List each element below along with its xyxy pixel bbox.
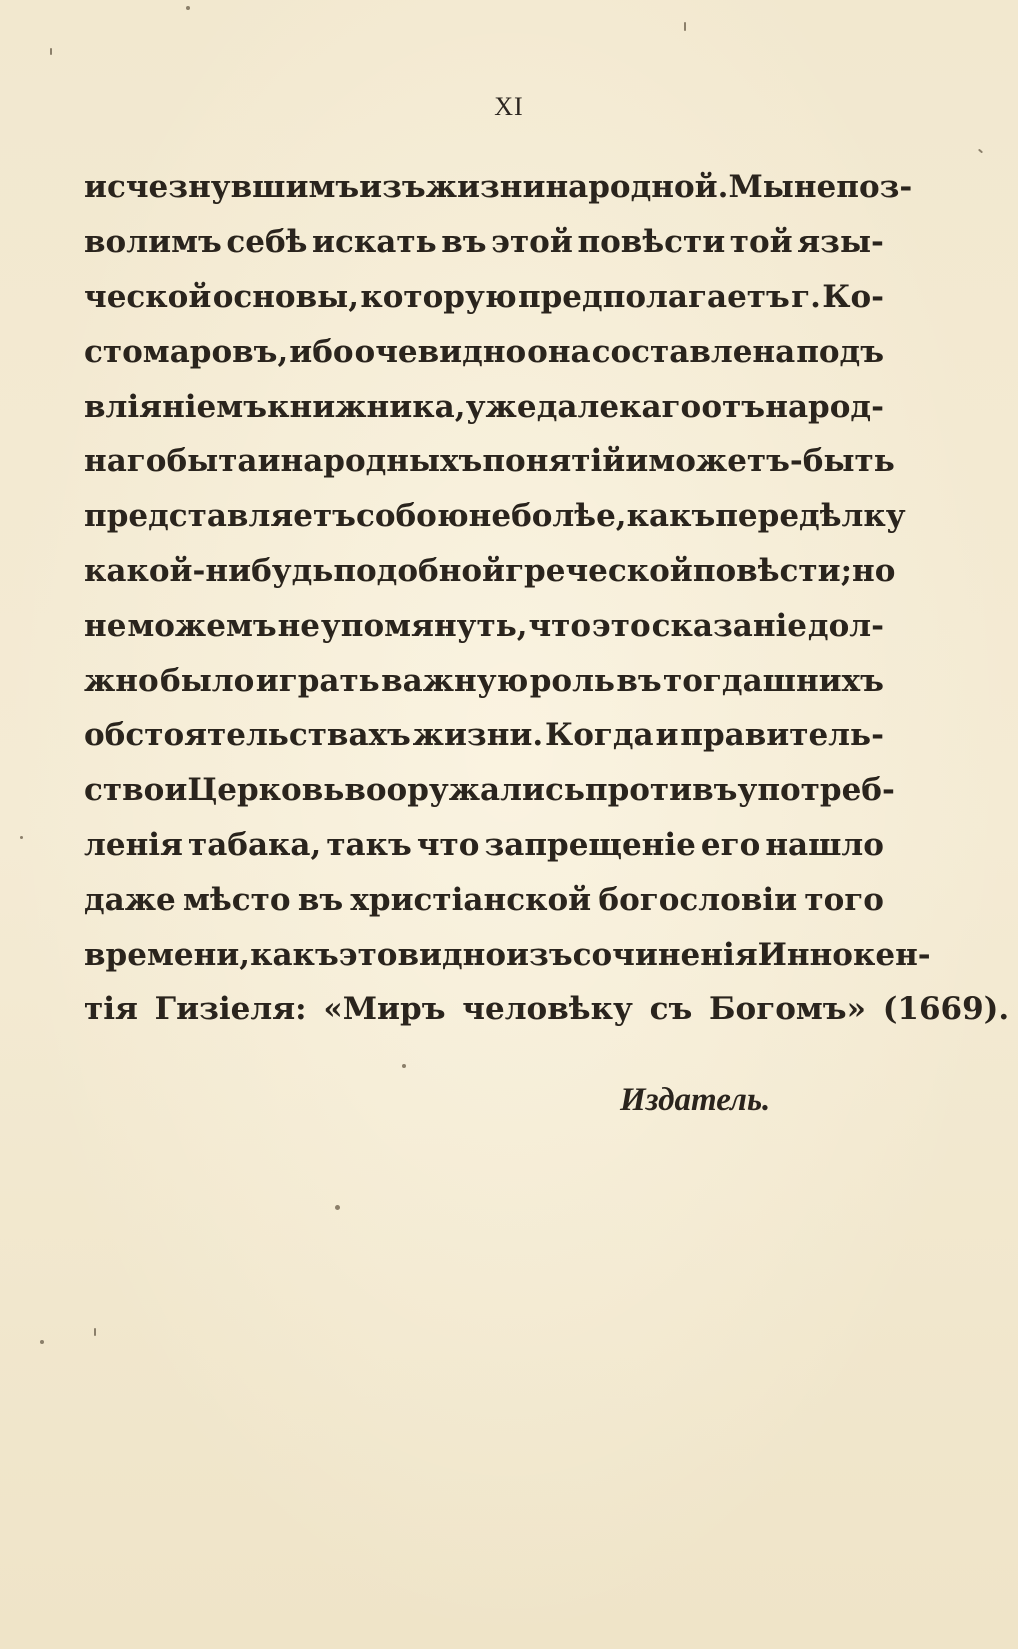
word: Иннокен- xyxy=(757,936,931,973)
word: поз- xyxy=(836,169,913,206)
word: дол- xyxy=(807,607,884,644)
word: мѣсто xyxy=(183,881,291,918)
paper-speck xyxy=(40,1340,44,1344)
text-line xyxy=(84,927,931,982)
publisher-signature: Издатель. xyxy=(620,1082,771,1118)
word: искать xyxy=(312,224,437,261)
word: даже xyxy=(84,881,176,918)
word: употреб- xyxy=(737,772,895,809)
paper-speck xyxy=(978,149,983,154)
word: табака, xyxy=(187,826,322,863)
word: ибо xyxy=(289,333,354,370)
word: народныхъ xyxy=(280,443,483,480)
word: язы- xyxy=(797,224,884,261)
word: исчезнувшимъ xyxy=(84,169,360,206)
word: этой xyxy=(491,224,573,261)
word: уже xyxy=(465,388,537,425)
word: христiанской xyxy=(350,881,592,918)
word: запрещенiе xyxy=(484,826,696,863)
word: что xyxy=(416,826,480,863)
word: которую xyxy=(360,278,517,315)
word: Когда xyxy=(545,717,654,754)
word: не xyxy=(277,607,320,644)
paper-speck xyxy=(94,1328,96,1336)
word: наго xyxy=(84,443,167,480)
word: но xyxy=(852,552,896,589)
text-line xyxy=(84,872,884,927)
word: что xyxy=(528,607,592,644)
word: въ xyxy=(297,881,344,918)
paper-speck xyxy=(402,1064,406,1068)
text-line xyxy=(84,160,913,215)
text-line xyxy=(84,215,884,270)
text-line xyxy=(84,653,884,708)
word: видно xyxy=(397,936,507,973)
word: жизни. xyxy=(412,717,544,754)
word: представляетъ xyxy=(84,498,356,535)
word: г. xyxy=(791,278,821,315)
word: и xyxy=(164,772,188,809)
word: далекаго xyxy=(536,388,702,425)
text-line xyxy=(84,708,884,763)
word: повѣсти xyxy=(577,224,726,261)
word: какой-нибудь xyxy=(84,552,334,589)
word: ство xyxy=(84,772,165,809)
body-text xyxy=(84,160,1010,1037)
word: вооружались xyxy=(344,772,585,809)
word: можемъ xyxy=(127,607,277,644)
word: тогдашнихъ xyxy=(663,662,884,699)
text-line xyxy=(84,818,884,873)
word: подъ xyxy=(796,333,884,370)
word: какъ xyxy=(250,936,339,973)
word: основы, xyxy=(212,278,360,315)
word: Ко- xyxy=(822,278,884,315)
word: сказанiе xyxy=(651,607,808,644)
paper-speck xyxy=(20,836,23,839)
word: предполагаетъ xyxy=(517,278,790,315)
word: правитель- xyxy=(680,717,884,754)
word: и xyxy=(655,717,679,754)
word: народ- xyxy=(765,388,884,425)
word: Церковь xyxy=(187,772,345,809)
word: и xyxy=(257,443,281,480)
word: Мы xyxy=(728,169,794,206)
text-line xyxy=(84,434,895,489)
text-line-last: тiя Гизiеля: «Миръ человѣку съ Богомъ» (1669). xyxy=(84,991,1010,1028)
word: понятiй xyxy=(482,443,626,480)
word: влiянiемъ xyxy=(84,388,267,425)
word: собою xyxy=(355,498,469,535)
word: жно xyxy=(84,662,159,699)
word: можетъ-быть xyxy=(648,443,895,480)
word: книжника, xyxy=(267,388,466,425)
text-line xyxy=(84,324,884,379)
word: упомянуть, xyxy=(320,607,528,644)
word: той xyxy=(729,224,793,261)
word: она xyxy=(527,333,591,370)
word: это xyxy=(591,607,651,644)
word: сочиненiя xyxy=(572,936,758,973)
word: быта xyxy=(166,443,258,480)
word: времени, xyxy=(84,936,251,973)
word: богословiи xyxy=(598,881,798,918)
word: подобной xyxy=(333,552,506,589)
word: изъ xyxy=(506,936,573,973)
word: не xyxy=(468,498,512,535)
word: нашло xyxy=(765,826,884,863)
word: въ xyxy=(616,662,662,699)
word: составлена xyxy=(591,333,796,370)
word: не xyxy=(793,169,837,206)
word: изъ xyxy=(359,169,426,206)
word: обстоятельствахъ xyxy=(84,717,411,754)
word: ленiя xyxy=(84,826,183,863)
word: повѣсти; xyxy=(692,552,853,589)
word: роль xyxy=(529,662,615,699)
text-line xyxy=(84,489,906,544)
text-line xyxy=(84,763,895,818)
word: греческой xyxy=(505,552,693,589)
text-line xyxy=(84,379,884,434)
paper-speck xyxy=(335,1205,340,1210)
word: это xyxy=(338,936,398,973)
word: того xyxy=(804,881,884,918)
paper-speck xyxy=(186,6,190,10)
word: передѣлку xyxy=(715,498,906,535)
word: себѣ xyxy=(226,224,308,261)
word: не xyxy=(84,607,127,644)
word: такъ xyxy=(326,826,412,863)
word: важную xyxy=(381,662,529,699)
word: и xyxy=(625,443,649,480)
word: какъ xyxy=(626,498,716,535)
text-line xyxy=(84,270,884,325)
word: народной. xyxy=(545,169,729,206)
text-line xyxy=(84,544,896,599)
word: стомаровъ, xyxy=(84,333,289,370)
word: волимъ xyxy=(84,224,222,261)
word: болѣе, xyxy=(511,498,627,535)
paper-speck xyxy=(50,48,52,55)
word: играть xyxy=(255,662,380,699)
word: отъ xyxy=(701,388,766,425)
word: ческой xyxy=(84,278,212,315)
word: было xyxy=(160,662,255,699)
page-number: XI xyxy=(494,92,524,121)
word: очевидно xyxy=(354,333,527,370)
word: противъ xyxy=(584,772,738,809)
text-line xyxy=(84,598,884,653)
word: въ xyxy=(441,224,487,261)
word: жизни xyxy=(425,169,546,206)
paper-speck xyxy=(684,22,686,31)
word: его xyxy=(700,826,761,863)
